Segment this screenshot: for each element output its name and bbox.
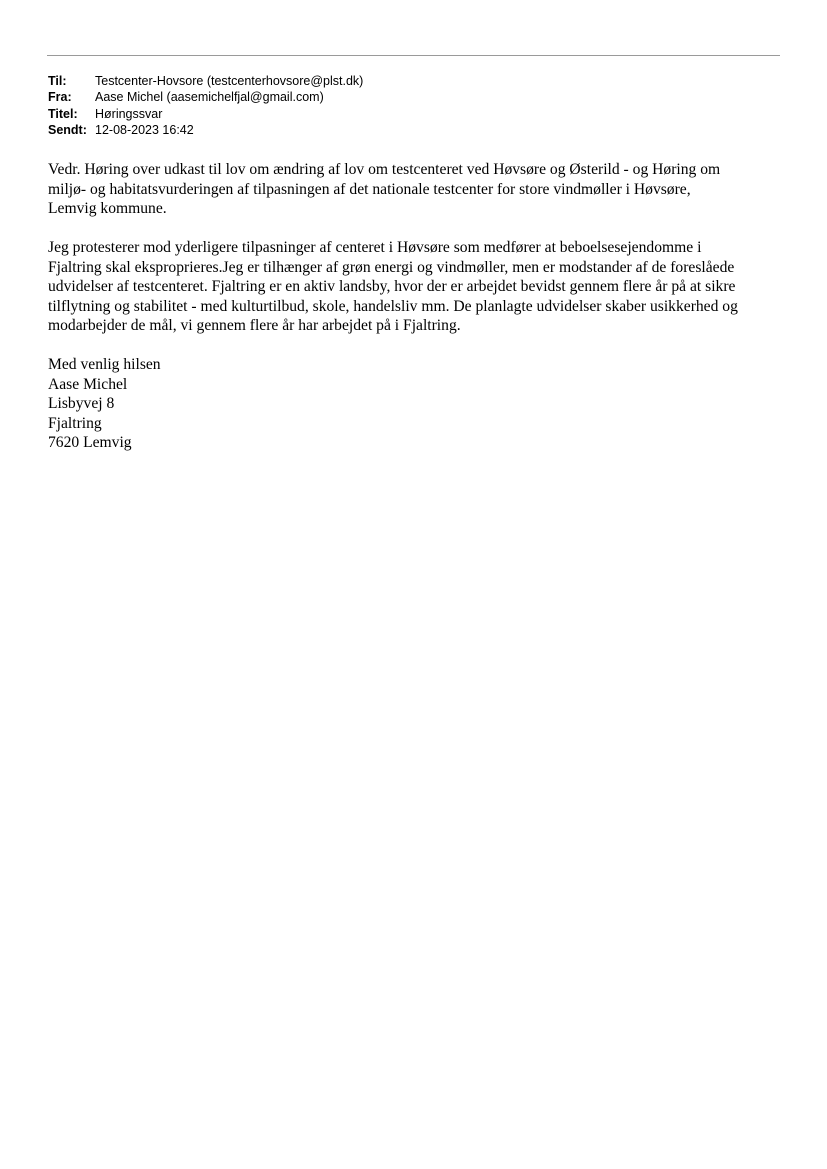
body-line: modarbejder de mål, vi gennem flere år har arbejdet på i Fjaltring.: [48, 317, 461, 334]
body-line: Fjaltring skal eksproprieres.Jeg er tilhænger af grøn energi og vindmøller, men er modstander af de foreslåede: [48, 258, 735, 276]
body-line: udvidelser af testcenteret. Fjaltring er en aktiv landsby, hvor der er arbejdet bevidst gennem flere år på at sikre: [48, 278, 736, 295]
email-header: [48, 73, 363, 138]
signature-line: Lisbyvej 8: [48, 395, 115, 412]
subject-label: Titel:: [48, 106, 78, 121]
body-line: tilflytning og stabilitet - med kulturtilbud, skole, handelsliv mm. De planlagte udvidelser skaber usikkerhed og: [48, 297, 738, 315]
sent-value: 12-08-2023 16:42: [95, 122, 194, 137]
to-label: Til:: [48, 74, 67, 88]
email-body: [48, 160, 788, 472]
body-paragraph-1: [48, 160, 788, 219]
to-row: [48, 73, 363, 89]
body-line: Vedr. Høring over udkast til lov om ændring af lov om testcenteret ved Høvsøre og Østerild - og Høring om: [48, 161, 721, 178]
body-line: Lemvig kommune.: [48, 200, 167, 217]
subject-row: [48, 106, 363, 122]
signature-line: Aase Michel: [48, 375, 128, 393]
from-value: Aase Michel (aasemichelfjal@gmail.com): [95, 90, 324, 105]
subject-value: Høringssvar: [95, 106, 163, 121]
sent-label: Sendt:: [48, 122, 87, 137]
signature-line: 7620 Lemvig: [48, 434, 132, 451]
body-line: Jeg protesterer mod yderligere tilpasninger af centeret i Høvsøre som medfører at beboelsesejendomme i: [48, 239, 702, 256]
header-divider: [47, 55, 780, 56]
sent-row: [48, 122, 363, 138]
body-line: miljø- og habitatsvurderingen af tilpasningen af det nationale testcenter for store vindmøller i Høvsøre,: [48, 180, 691, 198]
signature-block: [48, 355, 788, 453]
body-paragraph-2: [48, 238, 788, 336]
from-label: Fra:: [48, 90, 72, 105]
signature-line: Fjaltring: [48, 414, 102, 432]
to-value: Testcenter-Hovsore (testcenterhovsore@plst.dk): [95, 74, 364, 88]
signature-line: Med venlig hilsen: [48, 356, 161, 373]
from-row: [48, 89, 363, 105]
